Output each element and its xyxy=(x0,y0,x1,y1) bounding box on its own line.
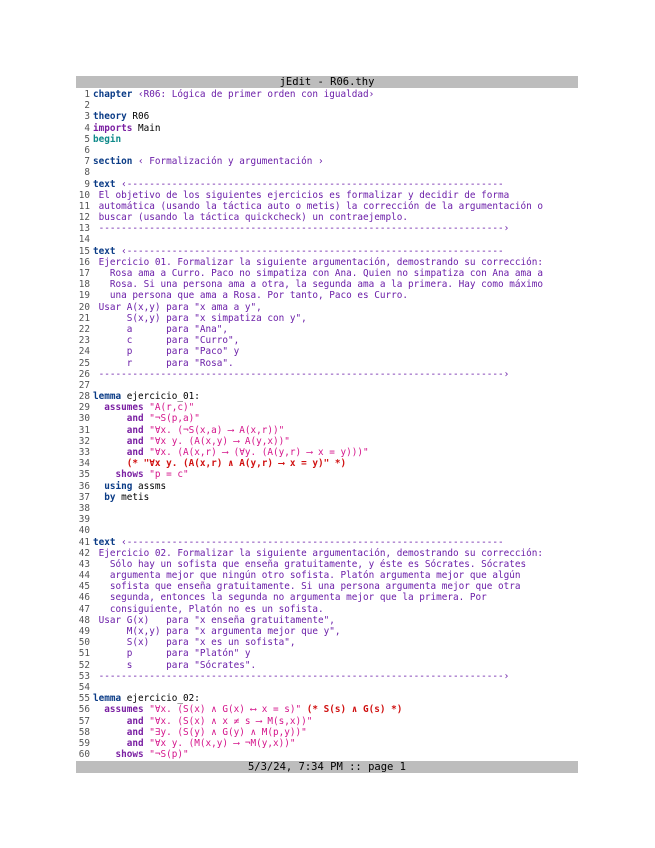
code-line[interactable] xyxy=(76,89,578,100)
code-token: "∀x y. (M(x,y) ⟶ ¬M(y,x))" xyxy=(143,737,296,749)
code-token: and xyxy=(93,737,144,749)
line-number: 39 xyxy=(78,514,90,526)
code-token: using xyxy=(93,480,133,492)
code-line[interactable] xyxy=(76,313,578,324)
line-code xyxy=(93,447,369,458)
code-token: R06 xyxy=(126,111,150,123)
code-line[interactable] xyxy=(76,716,578,727)
code-token: and xyxy=(93,435,144,447)
code-token: begin xyxy=(93,133,122,145)
code-token: shows xyxy=(93,749,144,761)
code-line[interactable] xyxy=(76,179,578,190)
code-line[interactable] xyxy=(76,436,578,447)
code-line[interactable] xyxy=(76,693,578,704)
line-number: 27 xyxy=(78,379,90,391)
line-number: 35 xyxy=(78,469,90,481)
code-token: "∀x y. (A(x,y) ⟶ A(y,x))" xyxy=(143,435,290,447)
line-code xyxy=(93,592,487,603)
code-token: metis xyxy=(115,491,150,503)
code-line[interactable] xyxy=(76,570,578,581)
line-code xyxy=(93,481,166,492)
code-token: Usar G(x) para "x enseña gratuitamente", xyxy=(93,614,335,626)
code-token: assms xyxy=(132,480,167,492)
line-number: 3 xyxy=(84,111,90,123)
code-line[interactable] xyxy=(76,413,578,424)
code-line[interactable] xyxy=(76,604,578,615)
line-number: 29 xyxy=(78,402,90,414)
line-number: 1 xyxy=(84,89,90,100)
code-token: consiguiente, Platón no es un sofista. xyxy=(93,603,324,615)
code-token: ‹ Formalización y argumentación › xyxy=(132,156,324,168)
code-token: r para "Rosa". xyxy=(93,357,234,369)
code-line[interactable] xyxy=(76,671,578,682)
code-token: El objetivo de los siguientes ejercicios es formalizar y decidir de forma xyxy=(93,189,510,201)
code-token: "∃y. (S(y) ∧ G(y) ∧ M(p,y))" xyxy=(143,726,307,738)
code-editor[interactable] xyxy=(76,89,578,761)
line-code xyxy=(93,111,149,122)
line-number: 47 xyxy=(78,603,90,615)
code-line[interactable] xyxy=(76,458,578,469)
line-number: 17 xyxy=(78,268,90,279)
code-line[interactable] xyxy=(76,369,578,380)
line-number: 42 xyxy=(78,547,90,559)
line-number: 9 xyxy=(84,178,90,190)
code-line[interactable] xyxy=(76,637,578,648)
code-line[interactable] xyxy=(76,156,578,167)
line-number: 2 xyxy=(84,100,90,112)
code-line[interactable] xyxy=(76,704,578,715)
code-token: argumenta mejor que ningún otro sofista. Platón argumenta mejor que algún xyxy=(93,570,521,582)
code-token: and xyxy=(93,447,144,458)
status-footer xyxy=(76,761,578,773)
code-token: "p = c" xyxy=(143,469,189,481)
code-token: "A(r,c)" xyxy=(143,402,195,414)
line-code xyxy=(93,335,239,346)
code-line[interactable] xyxy=(76,358,578,369)
line-code xyxy=(93,257,543,268)
line-number: 49 xyxy=(78,626,90,637)
line-code xyxy=(93,704,402,715)
code-token: a para "Ana", xyxy=(93,323,229,335)
code-line[interactable] xyxy=(76,100,578,111)
code-line[interactable] xyxy=(76,503,578,514)
line-number: 58 xyxy=(78,726,90,738)
code-token: assumes xyxy=(93,402,144,414)
code-line[interactable] xyxy=(76,167,578,178)
line-number: 24 xyxy=(78,346,90,358)
line-number: 53 xyxy=(78,670,90,682)
line-code xyxy=(93,581,521,592)
line-number: 19 xyxy=(78,290,90,302)
code-line[interactable] xyxy=(76,548,578,559)
code-token: sofista que enseña gratuitamente. Si una persona argumenta mejor que otra xyxy=(93,581,521,593)
line-number: 18 xyxy=(78,279,90,291)
code-token: ‹------------------------------------------------------------------- xyxy=(115,536,504,548)
code-token: p para "Platón" y xyxy=(93,648,251,660)
line-number: 48 xyxy=(78,614,90,626)
line-code xyxy=(93,693,200,704)
line-code xyxy=(93,246,504,257)
code-line[interactable] xyxy=(76,738,578,749)
code-token: p para "Paco" y xyxy=(93,346,240,358)
code-line[interactable] xyxy=(76,492,578,503)
code-line[interactable] xyxy=(76,279,578,290)
line-code xyxy=(93,637,296,648)
code-line[interactable] xyxy=(76,481,578,492)
code-line[interactable] xyxy=(76,682,578,693)
code-line[interactable] xyxy=(76,234,578,245)
code-token: ‹R06: Lógica de primer orden con igualdad› xyxy=(132,89,375,100)
code-token: Main xyxy=(132,122,161,134)
code-line[interactable] xyxy=(76,447,578,458)
code-token: S(x,y) para "x simpatiza con y", xyxy=(93,312,307,324)
line-number: 8 xyxy=(84,167,90,179)
code-line[interactable] xyxy=(76,268,578,279)
code-line[interactable] xyxy=(76,302,578,313)
line-number: 23 xyxy=(78,335,90,347)
line-number: 10 xyxy=(78,189,90,201)
code-token: Ejercicio 01. Formalizar la siguiente argumentación, demostrando su corrección: xyxy=(93,256,544,268)
code-token: Ejercicio 02. Formalizar la siguiente argumentación, demostrando su corrección: xyxy=(93,547,544,559)
code-token: section xyxy=(93,156,133,168)
code-token: "¬S(p)" xyxy=(143,749,189,761)
code-line[interactable] xyxy=(76,727,578,738)
code-line[interactable] xyxy=(76,257,578,268)
line-code xyxy=(93,749,189,760)
line-number: 56 xyxy=(78,704,90,716)
code-line[interactable] xyxy=(76,223,578,234)
code-token: text xyxy=(93,178,116,190)
code-token: segunda, entonces la segunda no argumenta mejor que la primera. Por xyxy=(93,592,487,604)
line-number: 54 xyxy=(78,681,90,693)
code-line[interactable] xyxy=(76,123,578,134)
code-line[interactable] xyxy=(76,525,578,536)
line-code xyxy=(93,671,509,682)
code-line[interactable] xyxy=(76,290,578,301)
line-number: 12 xyxy=(78,212,90,224)
line-number: 51 xyxy=(78,648,90,660)
code-token: shows xyxy=(93,469,144,481)
line-code xyxy=(93,469,189,480)
line-code xyxy=(93,548,543,559)
code-line[interactable] xyxy=(76,190,578,201)
line-number: 33 xyxy=(78,447,90,458)
code-token: and xyxy=(93,424,144,436)
code-line[interactable] xyxy=(76,212,578,223)
line-number: 55 xyxy=(78,693,90,705)
code-token: theory xyxy=(93,111,127,123)
code-line[interactable] xyxy=(76,380,578,391)
code-token: "∀x. (S(x) ∧ x ≠ s ⟶ M(s,x))" xyxy=(143,715,313,727)
line-number: 57 xyxy=(78,715,90,727)
line-code xyxy=(93,559,526,570)
code-token: chapter xyxy=(93,89,133,100)
line-number: 30 xyxy=(78,413,90,425)
line-code xyxy=(93,716,312,727)
line-code xyxy=(93,537,504,548)
line-code xyxy=(93,89,374,100)
code-line[interactable] xyxy=(76,537,578,548)
line-number: 41 xyxy=(78,536,90,548)
line-code xyxy=(93,727,307,738)
line-code xyxy=(93,324,228,335)
line-code xyxy=(93,290,408,301)
code-line[interactable] xyxy=(76,592,578,603)
line-number: 26 xyxy=(78,368,90,380)
line-code xyxy=(93,413,200,424)
code-token: c para "Curro", xyxy=(93,335,240,347)
line-code xyxy=(93,358,234,369)
line-code xyxy=(93,212,408,223)
line-code xyxy=(93,156,324,167)
status-text: 5/3/24, 7:34 PM :: page 1 xyxy=(247,761,407,773)
line-number: 21 xyxy=(78,312,90,324)
line-code xyxy=(93,626,341,637)
line-number: 31 xyxy=(78,424,90,436)
code-token: ------------------------------------------------------------------------› xyxy=(93,670,510,682)
code-token: "∀x. (A(x,r) ⟶ (∀y. (A(y,r) ⟶ x = y)))" xyxy=(143,447,369,458)
code-token: ‹------------------------------------------------------------------- xyxy=(115,178,504,190)
code-line[interactable] xyxy=(76,246,578,257)
line-code xyxy=(93,279,543,290)
code-token: text xyxy=(93,536,116,548)
line-number: 28 xyxy=(78,391,90,403)
code-line[interactable] xyxy=(76,335,578,346)
code-token: text xyxy=(93,245,116,257)
line-code xyxy=(93,268,543,279)
line-number: 11 xyxy=(78,200,90,212)
line-number: 36 xyxy=(78,480,90,492)
code-line[interactable] xyxy=(76,425,578,436)
code-token: imports xyxy=(93,122,133,134)
line-number: 13 xyxy=(78,223,90,235)
line-number: 20 xyxy=(78,301,90,313)
line-code xyxy=(93,738,296,749)
code-line[interactable] xyxy=(76,134,578,145)
line-number: 37 xyxy=(78,491,90,503)
line-code xyxy=(93,402,194,413)
code-token: M(x,y) para "x argumenta mejor que y", xyxy=(93,626,341,637)
line-code xyxy=(93,391,200,402)
window-title-bar xyxy=(76,76,578,88)
code-line[interactable] xyxy=(76,201,578,212)
line-code xyxy=(93,615,335,626)
code-token: lemma xyxy=(93,693,122,705)
line-code xyxy=(93,134,121,145)
code-line[interactable] xyxy=(76,581,578,592)
line-number: 43 xyxy=(78,558,90,570)
code-token: Sólo hay un sofista que enseña gratuitamente, y éste es Sócrates. Sócrates xyxy=(93,558,527,570)
code-token: Rosa ama a Curro. Paco no simpatiza con Ana. Quien no simpatiza con Ana ama a xyxy=(93,268,544,279)
code-line[interactable] xyxy=(76,626,578,637)
code-token: ------------------------------------------------------------------------› xyxy=(93,223,510,235)
line-number: 52 xyxy=(78,659,90,671)
window-title: jEdit - R06.thy xyxy=(279,76,375,88)
line-code xyxy=(93,492,149,503)
line-number: 22 xyxy=(78,323,90,335)
line-number: 38 xyxy=(78,502,90,514)
line-number: 44 xyxy=(78,570,90,582)
line-number: 46 xyxy=(78,592,90,604)
code-line[interactable] xyxy=(76,324,578,335)
code-token: una persona que ama a Rosa. Por tanto, Paco es Curro. xyxy=(93,290,409,302)
code-token: (* "∀x y. (A(x,r) ∧ A(y,r) ⟶ x = y)" *) xyxy=(93,458,347,470)
code-token: assumes xyxy=(93,704,144,716)
code-line[interactable] xyxy=(76,559,578,570)
line-code xyxy=(93,313,307,324)
code-token: S(x) para "x es un sofista", xyxy=(93,637,296,649)
line-number: 32 xyxy=(78,435,90,447)
code-token: Rosa. Si una persona ama a otra, la segunda ama a la primera. Hay como máximo xyxy=(93,279,544,291)
line-number: 6 xyxy=(84,144,90,156)
line-code xyxy=(93,458,346,469)
code-token: buscar (usando la táctica quickcheck) un contraejemplo. xyxy=(93,212,409,224)
line-code xyxy=(93,425,284,436)
code-token: lemma xyxy=(93,391,122,403)
line-number: 59 xyxy=(78,737,90,749)
code-token: ejercicio_01: xyxy=(121,391,200,403)
line-code xyxy=(93,346,239,357)
code-line[interactable] xyxy=(76,391,578,402)
code-line[interactable] xyxy=(76,145,578,156)
line-code xyxy=(93,648,251,659)
code-token: "¬S(p,a)" xyxy=(143,413,200,425)
line-code xyxy=(93,123,161,134)
line-number: 60 xyxy=(78,749,90,761)
line-number: 15 xyxy=(78,245,90,257)
code-line[interactable] xyxy=(76,660,578,671)
line-number: 25 xyxy=(78,357,90,369)
code-token: s para "Sócrates". xyxy=(93,659,257,671)
code-line[interactable] xyxy=(76,749,578,760)
code-line[interactable] xyxy=(76,615,578,626)
code-token: and xyxy=(93,726,144,738)
code-token: ------------------------------------------------------------------------› xyxy=(93,368,510,380)
code-line[interactable] xyxy=(76,469,578,480)
line-number: 45 xyxy=(78,581,90,593)
code-token: (* S(s) ∧ G(s) *) xyxy=(301,704,403,716)
line-code xyxy=(93,179,504,190)
code-line[interactable] xyxy=(76,402,578,413)
code-token: automática (usando la táctica auto o metis) la corrección de la argumentación o xyxy=(93,200,544,212)
line-number: 40 xyxy=(78,525,90,537)
code-token: and xyxy=(93,715,144,727)
line-code xyxy=(93,570,521,581)
line-number: 34 xyxy=(78,458,90,470)
line-number: 4 xyxy=(84,122,90,134)
line-code xyxy=(93,660,256,671)
line-code xyxy=(93,201,543,212)
code-token: "∀x. (S(x) ∧ G(x) ⟷ x = s)" xyxy=(143,704,302,716)
line-code xyxy=(93,436,290,447)
code-line[interactable] xyxy=(76,514,578,525)
line-code xyxy=(93,302,262,313)
line-code xyxy=(93,604,324,615)
line-number: 50 xyxy=(78,637,90,649)
code-line[interactable] xyxy=(76,346,578,357)
code-token: by xyxy=(93,491,116,503)
code-line[interactable] xyxy=(76,111,578,122)
line-code xyxy=(93,223,509,234)
line-code xyxy=(93,369,509,380)
line-number: 14 xyxy=(78,234,90,246)
line-number: 7 xyxy=(84,156,90,168)
code-token: "∀x. (¬S(x,a) ⟶ A(x,r))" xyxy=(143,424,285,436)
code-token: and xyxy=(93,413,144,425)
code-token: ‹------------------------------------------------------------------- xyxy=(115,245,504,257)
line-code xyxy=(93,190,509,201)
code-token: Usar A(x,y) para "x ama a y", xyxy=(93,301,262,313)
code-line[interactable] xyxy=(76,648,578,659)
line-number: 16 xyxy=(78,256,90,268)
line-number: 5 xyxy=(84,133,90,145)
code-token: ejercicio_02: xyxy=(121,693,200,705)
